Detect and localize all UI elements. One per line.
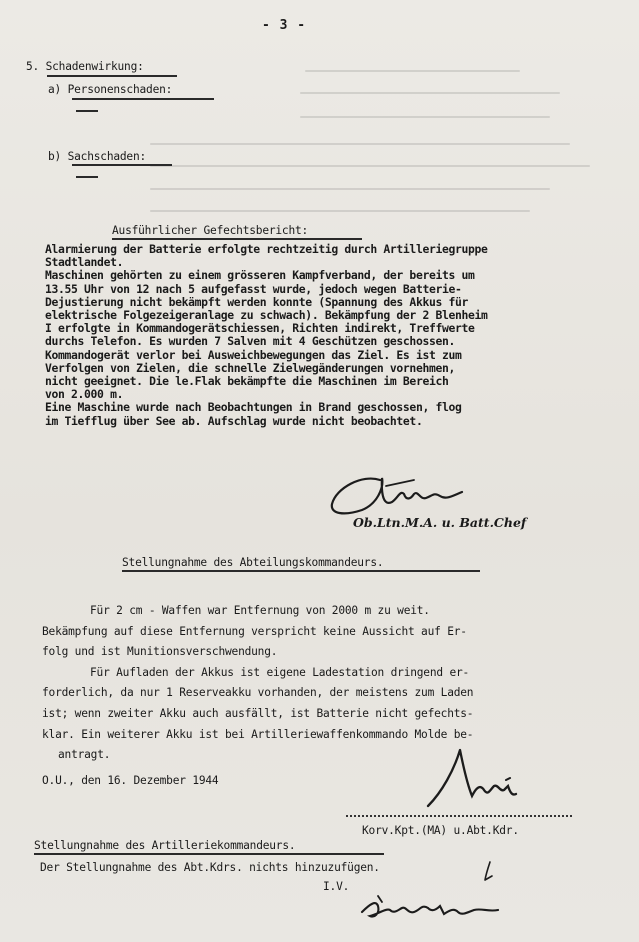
statement-artillerie-text: Der Stellungnahme des Abt.Kdrs. nichts hinzuzufügen. bbox=[40, 861, 380, 874]
statement-abteilung-heading: Stellungnahme des Abteilungskommandeurs. bbox=[122, 556, 384, 569]
report-line: Alarmierung der Batterie erfolgte rechtzeitig durch Artilleriegruppe bbox=[45, 242, 488, 256]
bleed-through-mark bbox=[150, 210, 530, 212]
report-line: elektrische Folgezeigeranlage zu schwach). Bekämpfung der 2 Blenheim bbox=[45, 308, 488, 322]
page-number: - 3 - bbox=[262, 18, 307, 33]
statement-line: Für 2 cm - Waffen war Entfernung von 2000 m zu weit. bbox=[90, 604, 430, 617]
section-5-heading-text: 5. Schadenwirkung: bbox=[26, 60, 144, 73]
statement-artillerie-heading: Stellungnahme des Artilleriekommandeurs. bbox=[34, 839, 296, 852]
report-line: Eine Maschine wurde nach Beobachtungen in Brand geschossen, flog bbox=[45, 400, 462, 415]
statement-line: ist; wenn zweiter Akku auch ausfällt, ist Batterie nicht gefechts- bbox=[42, 707, 474, 720]
report-line: Stadtlandet. bbox=[45, 255, 124, 270]
statement-line: Bekämpfung auf diese Entfernung verspricht keine Aussicht auf Er- bbox=[42, 624, 467, 638]
bleed-through-mark bbox=[300, 92, 560, 94]
statement-abteilung-underline bbox=[122, 570, 480, 572]
report-line: im Tiefflug über See ab. Aufschlag wurde nicht beobachtet. bbox=[45, 413, 423, 428]
abteilung-commander-caption: Korv.Kpt.(MA) u.Abt.Kdr. bbox=[362, 824, 519, 837]
personenschaden-none-dash bbox=[76, 110, 98, 112]
report-line: 13.55 Uhr von 12 nach 5 aufgefasst wurde, jedoch wegen Batterie- bbox=[45, 281, 462, 296]
report-line: Kommandogerät verlor bei Ausweichbewegungen das Ziel. Es ist zum bbox=[45, 347, 462, 362]
signature-battery-chief bbox=[322, 466, 472, 522]
statement-line: folg und ist Munitionsverschwendung. bbox=[42, 645, 278, 659]
sachschaden-underline bbox=[72, 164, 172, 166]
section-5-underline bbox=[47, 75, 177, 77]
report-line: nicht geeignet. Die le.Flak bekämpfte die Maschinen im Bereich bbox=[45, 374, 449, 388]
report-heading-underline bbox=[112, 238, 362, 240]
report-line: von 2.000 m. bbox=[45, 387, 124, 402]
section-5-heading bbox=[26, 60, 144, 73]
signature-abteilung-commander bbox=[420, 740, 540, 816]
signature-artillerie-commander bbox=[358, 890, 508, 924]
report-line: I erfolgte in Kommandogerätschiessen, Richten indirekt, Treffwerte bbox=[45, 321, 475, 336]
statement-line: antragt. bbox=[58, 748, 111, 762]
statement-line: klar. Ein weiterer Akku ist bei Artilleriewaffenkommando Molde be- bbox=[42, 727, 474, 741]
statement-artillerie-underline bbox=[34, 853, 384, 855]
bleed-through-mark bbox=[150, 188, 550, 190]
bleed-through-mark bbox=[300, 116, 550, 118]
sachschaden-none-dash bbox=[76, 176, 98, 178]
statement-line: forderlich, da nur 1 Reserveakku vorhanden, der meistens zum Laden bbox=[42, 686, 474, 700]
sachschaden-label: b) Sachschaden: bbox=[48, 150, 147, 163]
report-heading: Ausführlicher Gefechtsbericht: bbox=[112, 224, 309, 237]
handwritten-tick bbox=[482, 860, 498, 882]
report-line: durchs Telefon. Es wurden 7 Salven mit 4 Geschützen geschossen. bbox=[45, 334, 455, 349]
signature-battery-chief-caption: Ob.Ltn.M.A. u. Batt.Chef bbox=[353, 515, 527, 530]
bleed-through-mark bbox=[305, 70, 520, 72]
signature-dotted-line bbox=[346, 815, 572, 817]
report-line: Maschinen gehörten zu einem grösseren Kampfverband, der bereits um bbox=[45, 268, 475, 283]
iv-label: I.V. bbox=[323, 880, 350, 893]
report-line: Dejustierung nicht bekämpft werden konnte (Spannung des Akkus für bbox=[45, 294, 469, 309]
personenschaden-label: a) Personenschaden: bbox=[48, 83, 173, 96]
bleed-through-mark bbox=[150, 143, 570, 145]
date-line: O.U., den 16. Dezember 1944 bbox=[42, 774, 219, 787]
statement-line: Für Aufladen der Akkus ist eigene Ladestation dringend er- bbox=[90, 665, 470, 679]
personenschaden-underline bbox=[72, 98, 214, 100]
bleed-through-mark bbox=[150, 165, 590, 167]
report-line: Verfolgen von Zielen, die schnelle Zielwegänderungen vornehmen, bbox=[45, 360, 455, 375]
